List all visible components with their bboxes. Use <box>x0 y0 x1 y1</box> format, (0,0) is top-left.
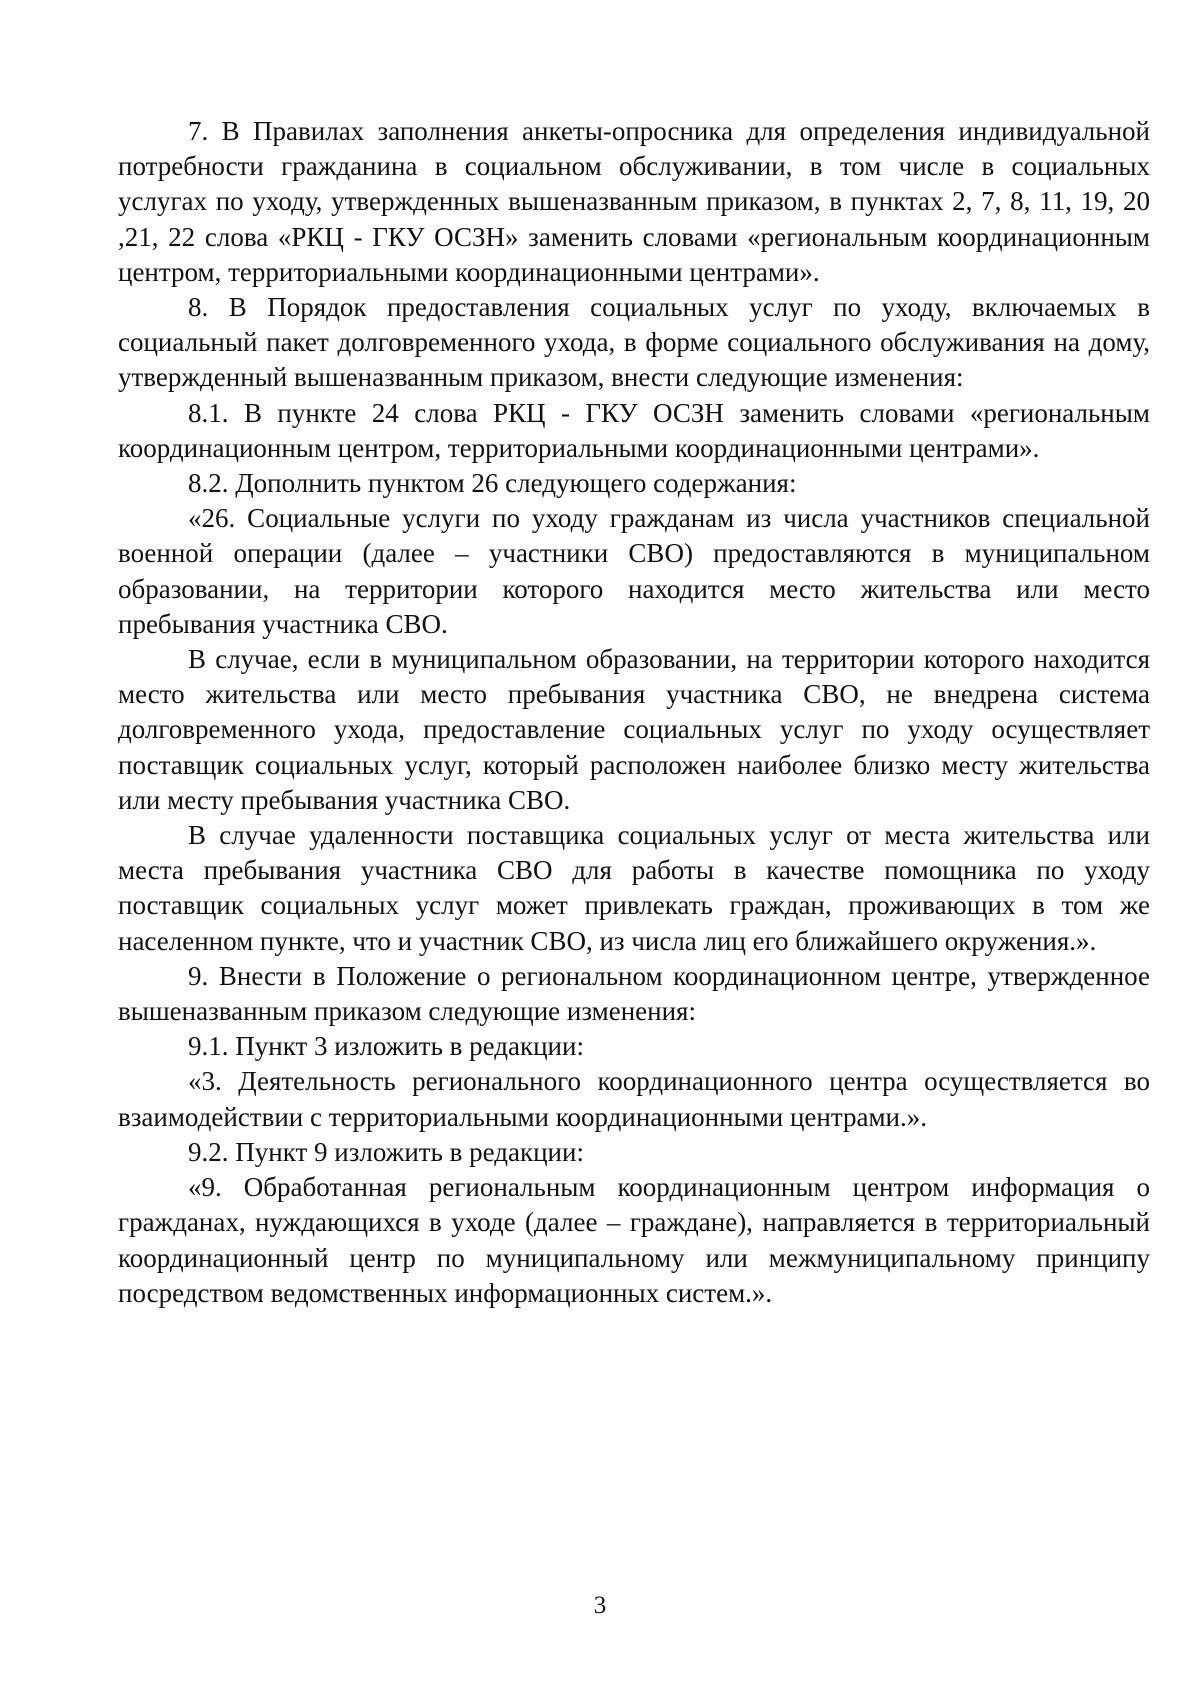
paragraph-26-part-3: В случае удаленности поставщика социальных услуг от места жительства или места пребывания участника СВО для работы в качестве помощника по уходу поставщик социальных услуг может привлекать граждан, проживающих в том же населенном пункте, что и участник СВО, из числа лиц его ближайшего окружения.». <box>118 820 1150 956</box>
paragraph-point-3: «3. Деятельность регионального координационного центра осуществляется во взаимодействии с территориальными координационными центрами.». <box>118 1066 1150 1132</box>
paragraph-9-1: 9.1. Пункт 3 изложить в редакции: <box>188 1031 584 1062</box>
paragraph-point-9: «9. Обработанная региональным координационным центром информация о гражданах, нуждающихся в уходе (далее – граждане), направляется в территориальный координационный центр по муниципальному или межмуниципальному принципу посредством ведомственных информационных систем.». <box>118 1172 1150 1308</box>
paragraph-9: 9. Внести в Положение о региональном координационном центре, утвержденное вышеназванным приказом следующие изменения: <box>118 960 1150 1027</box>
paragraph-9-2: 9.2. Пункт 9 изложить в редакции: <box>188 1136 584 1167</box>
paragraph-8-1: 8.1. В пункте 24 слова РКЦ - ГКУ ОСЗН заменить словами «региональным координационным центром, территориальными координационными центрами». <box>118 397 1150 463</box>
paragraph-7: 7. В Правилах заполнения анкеты-опросника для определения индивидуальной потребности гражданина в социальном обслуживании, в том числе в социальных услугах по уходу, утвержденных вышеназванным приказом, в пунктах 2, 7, 8, 11, 19, 20 ,21, 22 слова «РКЦ - ГКУ ОСЗН» заменить словами «региональным координационным центром, территориальными координационными центрами». <box>118 116 1150 287</box>
page-number: 3 <box>593 1592 607 1619</box>
paragraph-26-part-2: В случае, если в муниципальном образовании, на территории которого находится место жительства или место пребывания участника СВО, не внедрена система долговременного ухода, предоставление социальных услуг по уходу осуществляет поставщик социальных услуг, который расположен наиболее близко месту жительства или месту пребывания участника СВО. <box>118 644 1150 815</box>
paragraph-8-2: 8.2. Дополнить пунктом 26 следующего содержания: <box>188 468 797 499</box>
document-body <box>118 114 1150 1311</box>
paragraph-26-part-1: «26. Социальные услуги по уходу гражданам из числа участников специальной военной операции (далее – участники СВО) предоставляются в муниципальном образовании, на территории которого находится место жительства или место пребывания участника СВО. <box>118 503 1150 639</box>
paragraph-8: 8. В Порядок предоставления социальных услуг по уходу, включаемых в социальный пакет долговременного ухода, в форме социального обслуживания на дому, утвержденный вышеназванным приказом, внести следующие изменения: <box>118 292 1150 393</box>
